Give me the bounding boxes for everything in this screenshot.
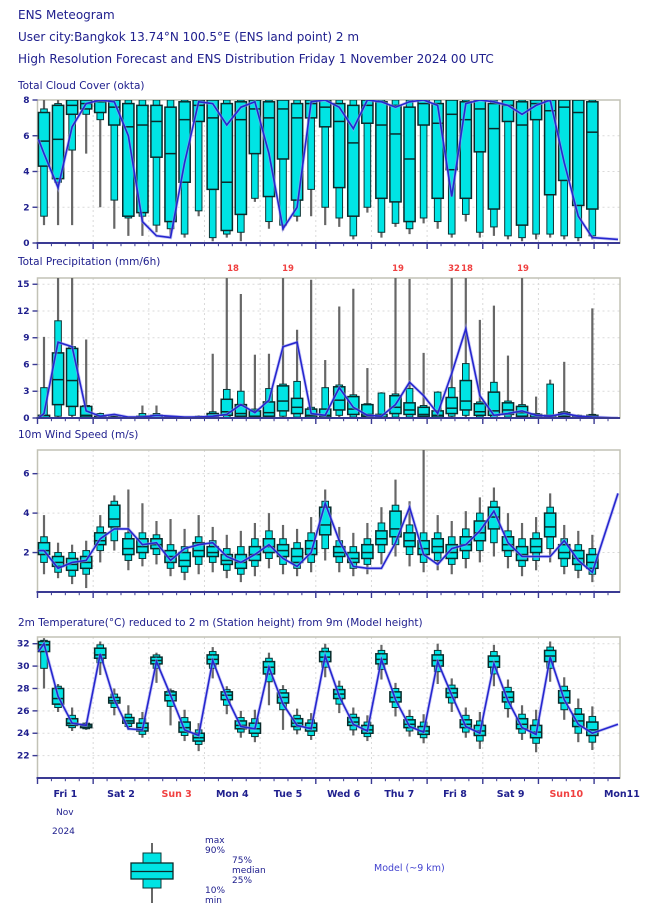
x-axis-day-label: Tue 5	[273, 789, 303, 800]
box-p25-p75	[207, 100, 218, 189]
y-tick-label: 32	[16, 639, 30, 650]
box-p25-p75	[432, 104, 443, 199]
y-tick-label: 12	[16, 306, 30, 317]
box-p25-p75	[123, 539, 134, 555]
y-tick-label: 6	[23, 131, 30, 142]
box-p25-p75	[432, 539, 443, 553]
model-resolution-label: Model (~9 km)	[374, 863, 445, 874]
y-tick-label: 2	[23, 203, 30, 214]
y-tick-label: 2	[23, 548, 30, 559]
x-axis-day-label: Sun 3	[161, 789, 192, 800]
legend-label-median: median	[232, 866, 266, 876]
forecast-line: High Resolution Forecast and ENS Distribution Friday 1 November 2024 00 UTC	[18, 52, 494, 66]
box-p25-p75	[446, 397, 457, 413]
legend-label-75pct: 75%	[232, 856, 253, 866]
y-tick-label: 0	[23, 239, 30, 249]
y-tick-label: 30	[16, 662, 30, 673]
box-p25-p75	[151, 105, 162, 157]
y-tick-label: 6	[23, 360, 30, 371]
legend-label-max: max	[205, 836, 225, 846]
x-axis-day-label: Fri 1	[53, 789, 78, 800]
box-p25-p75	[545, 513, 556, 537]
y-tick-label: 28	[16, 684, 30, 695]
ens-boxes	[38, 278, 598, 418]
y-tick-label: 15	[16, 280, 30, 291]
box-p25-p75	[531, 539, 542, 553]
x-axis-day-label: Thu 7	[384, 789, 415, 800]
box-p25-p75	[587, 102, 598, 209]
panel-title-wind: 10m Wind Speed (m/s)	[18, 429, 139, 441]
box-p25-p75	[474, 404, 485, 416]
overflow-max-label: 19	[392, 264, 404, 274]
box-p25-p75	[67, 100, 78, 114]
box-p25-p75	[320, 100, 331, 127]
location-line: User city:Bangkok 13.74°N 100.5°E (ENS land point) 2 m	[18, 30, 360, 44]
x-axis-day-label: Mon11	[603, 789, 640, 800]
box-p25-p75	[235, 102, 246, 215]
x-axis-day-label: Sun10	[549, 789, 584, 800]
y-tick-label: 22	[16, 751, 30, 762]
legend-label-90pct: 90%	[205, 846, 226, 856]
overflow-max-label: 19	[282, 264, 294, 274]
legend-label-10pct: 10%	[205, 886, 226, 896]
legend-label-min: min	[205, 896, 222, 906]
panel-title-temp: 2m Temperature(°C) reduced to 2 m (Station height) from 9m (Model height)	[18, 617, 423, 629]
box-p25-p75	[404, 403, 415, 415]
panel-title-precip: Total Precipitation (mm/6h)	[18, 256, 161, 268]
x-axis-day-label: Mon 4	[215, 789, 249, 800]
x-axis-day-label: Fri 8	[443, 789, 467, 800]
month-label: Nov	[56, 808, 74, 818]
panel-precip	[17, 264, 620, 424]
y-tick-label: 4	[23, 509, 30, 520]
y-tick-label: 24	[16, 729, 30, 740]
box-p25-p75	[362, 545, 373, 559]
box-p25-p75	[404, 533, 415, 547]
box-p25-p75	[291, 398, 302, 413]
box-p25-p75	[446, 100, 457, 170]
y-tick-label: 4	[23, 167, 30, 178]
box-p25-p75	[404, 107, 415, 221]
box-p25-p75	[376, 531, 387, 545]
box-p25-p75	[179, 553, 190, 567]
year-label: 2024	[52, 827, 75, 837]
box-p25-p75	[376, 102, 387, 199]
legend-label-25pct: 25%	[232, 876, 253, 886]
box-p25-p75	[488, 104, 499, 209]
box-p25-p75	[109, 505, 120, 527]
box-p25-p75	[573, 100, 584, 205]
y-tick-label: 9	[23, 333, 30, 344]
x-axis-day-label: Wed 6	[326, 789, 361, 800]
ens-boxes	[38, 450, 598, 588]
x-axis-day-label: Sat 9	[496, 789, 525, 800]
box-p25-p75	[277, 386, 288, 411]
y-tick-label: 3	[23, 387, 30, 398]
box-p25-p75	[334, 104, 345, 188]
y-tick-label: 26	[16, 706, 30, 717]
box-p25-p75	[460, 381, 471, 410]
box-p25-p75	[165, 107, 176, 221]
panel-cloud	[23, 96, 620, 249]
panel-title-cloud: Total Cloud Cover (okta)	[18, 80, 145, 92]
box-p25-p75	[390, 105, 401, 202]
legend-glyph	[131, 843, 173, 903]
panel-wind	[23, 450, 620, 598]
y-tick-label: 8	[23, 96, 30, 106]
report-title: ENS Meteogram	[18, 8, 115, 22]
overflow-max-label: 18	[227, 264, 239, 274]
box-p25-p75	[474, 100, 485, 152]
overflow-max-label: 32	[448, 264, 460, 274]
box-p25-p75	[516, 102, 527, 225]
y-tick-label: 0	[23, 414, 30, 424]
box-p25-p75	[460, 102, 471, 199]
overflow-max-label: 18	[461, 264, 473, 274]
panel-temp	[17, 637, 620, 784]
box-p25-p75	[249, 100, 260, 154]
box-p10-p90	[547, 384, 554, 418]
x-axis-day-label: Sat 2	[107, 789, 135, 800]
overflow-max-label: 19	[517, 264, 529, 274]
y-tick-label: 6	[23, 469, 30, 480]
